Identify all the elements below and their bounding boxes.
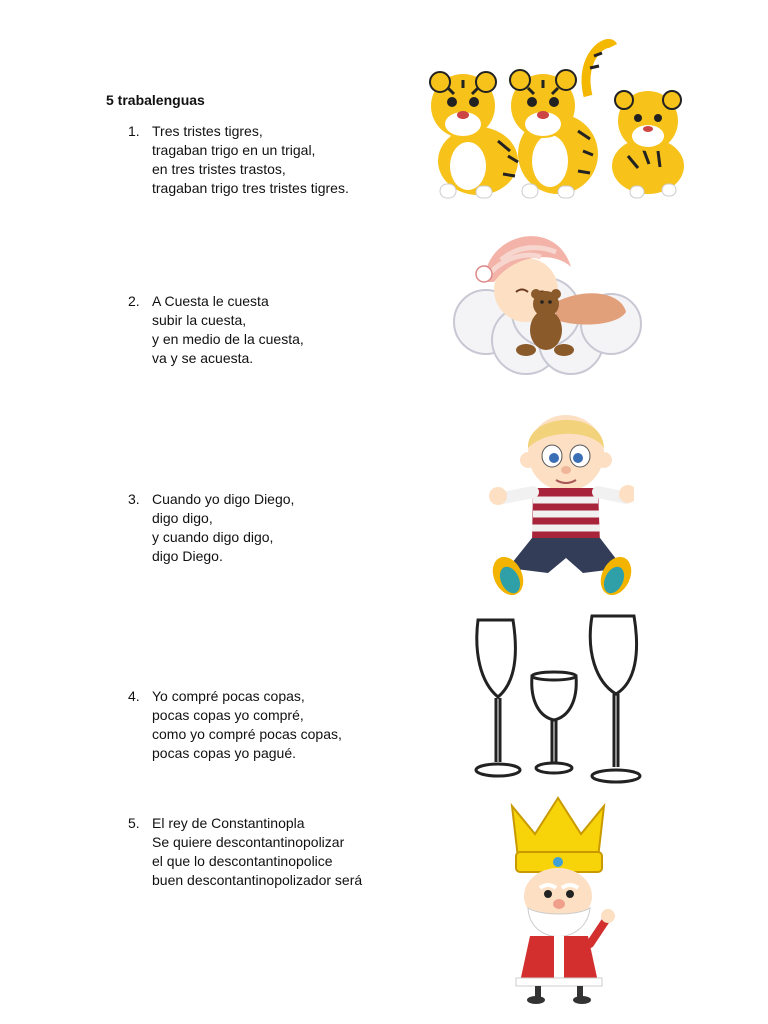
item-lines <box>152 687 342 763</box>
item-number: 4. <box>128 688 140 704</box>
item-number: 1. <box>128 123 140 139</box>
item-line: pocas copas yo compré, <box>152 707 304 723</box>
sleeping-child-illustration <box>446 212 651 382</box>
item-line: subir la cuesta, <box>152 312 247 328</box>
item-line: Se quiere descontantinopolizar <box>152 834 345 850</box>
item-line: El rey de Constantinopla <box>152 815 305 831</box>
item-line: A Cuesta le cuesta <box>152 293 269 309</box>
item-line: en tres tristes trastos, <box>152 161 286 177</box>
boy-illustration <box>488 408 634 602</box>
item-line: tragaban trigo en un trigal, <box>152 142 316 158</box>
page-title: 5 trabalenguas <box>106 92 205 108</box>
item-lines <box>152 490 294 566</box>
item-number: 2. <box>128 293 140 309</box>
item-line: digo digo, <box>152 510 213 526</box>
item-lines <box>152 122 349 198</box>
tigers-illustration <box>418 36 688 202</box>
item-line: pocas copas yo pagué. <box>152 745 296 761</box>
item-line: como yo compré pocas copas, <box>152 726 342 742</box>
item-lines <box>152 292 304 368</box>
item-line: Yo compré pocas copas, <box>152 688 305 704</box>
item-line: y cuando digo digo, <box>152 529 274 545</box>
item-line: Tres tristes tigres, <box>152 123 263 139</box>
item-line: va y se acuesta. <box>152 350 254 366</box>
item-lines <box>152 814 362 890</box>
item-number: 3. <box>128 491 140 507</box>
king-illustration <box>500 796 618 1006</box>
item-line: tragaban trigo tres tristes tigres. <box>152 180 349 196</box>
item-line: Cuando yo digo Diego, <box>152 491 295 507</box>
item-line: el que lo descontantinopolice <box>152 853 333 869</box>
item-number: 5. <box>128 815 140 831</box>
wine-glasses-illustration <box>468 612 653 787</box>
item-line: buen descontantinopolizador será <box>152 872 363 888</box>
item-line: digo Diego. <box>152 548 223 564</box>
item-line: y en medio de la cuesta, <box>152 331 304 347</box>
